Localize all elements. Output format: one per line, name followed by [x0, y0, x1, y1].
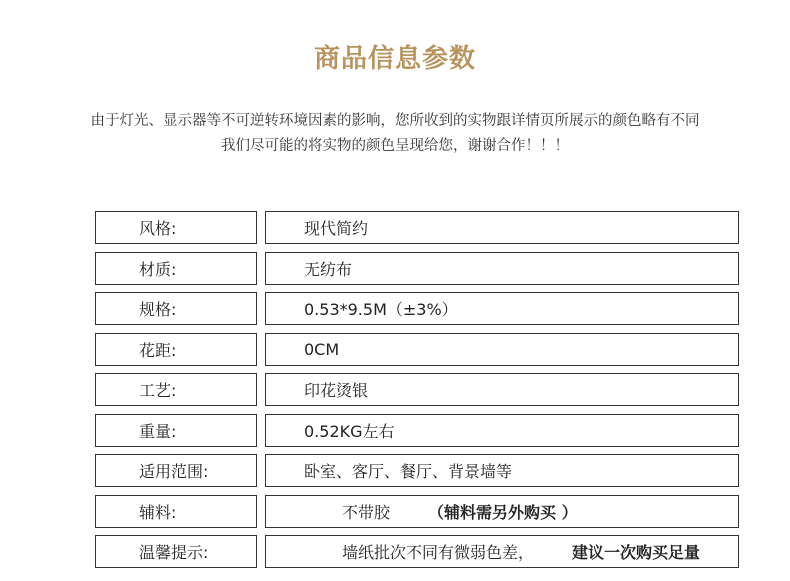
spec-label: 温馨提示: [139, 543, 209, 562]
spec-value: 现代简约 [304, 219, 369, 238]
spec-label-cell [95, 373, 257, 406]
spec-label: 风格: [139, 219, 177, 238]
spec-value-cell [265, 535, 739, 568]
spec-value-text: 不带胶 [342, 502, 391, 522]
spec-row-applicable-area [95, 454, 741, 487]
spec-value-text: 墙纸批次不同有微弱色差， [342, 543, 535, 562]
spec-value: 0.53*9.5M（±3%） [304, 300, 458, 319]
spec-table [95, 211, 741, 576]
spec-value: 无纺布 [304, 259, 353, 279]
spec-label-cell [95, 333, 257, 366]
spec-row-craft [95, 373, 741, 406]
spec-row-pattern-repeat [95, 333, 741, 366]
spec-label: 适用范围: [139, 462, 209, 481]
spec-label-cell [95, 495, 257, 528]
spec-label-cell [95, 252, 257, 285]
spec-label-cell [95, 211, 257, 244]
spec-row-weight [95, 414, 741, 447]
spec-value-cell [265, 414, 739, 447]
spec-label: 工艺: [139, 381, 177, 400]
spec-label: 重量: [139, 421, 177, 441]
spec-value-emphasis: 建议一次购买足量 [572, 543, 701, 562]
spec-value-cell [265, 292, 739, 325]
spec-label: 材质: [139, 259, 177, 279]
page-title: 商品信息参数 [313, 44, 476, 74]
spec-value-emphasis: （辅料需另外购买 ） [428, 502, 578, 522]
color-disclaimer-line-1: 由于灯光、显示器等不可逆转环境因素的影响，您所收到的实物跟详情页所展示的颜色略有不同 [90, 113, 700, 129]
spec-label: 规格: [139, 300, 177, 319]
spec-label-cell [95, 535, 257, 568]
spec-label-cell [95, 292, 257, 325]
spec-label: 辅料: [139, 502, 177, 522]
spec-value-cell [265, 333, 739, 366]
spec-value-cell [265, 495, 739, 528]
spec-label-cell [95, 414, 257, 447]
color-disclaimer-line-2: 我们尽可能的将实物的颜色呈现给您，谢谢合作！！！ [221, 138, 569, 154]
spec-value [266, 500, 578, 523]
spec-row-accessories [95, 495, 741, 528]
spec-value: 0.52KG左右 [304, 421, 395, 441]
spec-value-cell [265, 252, 739, 285]
spec-value: 印花烫银 [304, 381, 369, 400]
spec-value-cell [265, 454, 739, 487]
spec-row-tips [95, 535, 741, 568]
spec-label: 花距: [139, 340, 177, 360]
spec-value [266, 540, 700, 563]
spec-row-style [95, 211, 741, 244]
spec-label-cell [95, 454, 257, 487]
spec-value: 卧室、客厅、餐厅、背景墙等 [304, 462, 513, 481]
spec-row-size [95, 292, 741, 325]
spec-row-material [95, 252, 741, 285]
spec-value-cell [265, 373, 739, 406]
spec-value: 0CM [304, 339, 340, 359]
spec-value-cell [265, 211, 739, 244]
